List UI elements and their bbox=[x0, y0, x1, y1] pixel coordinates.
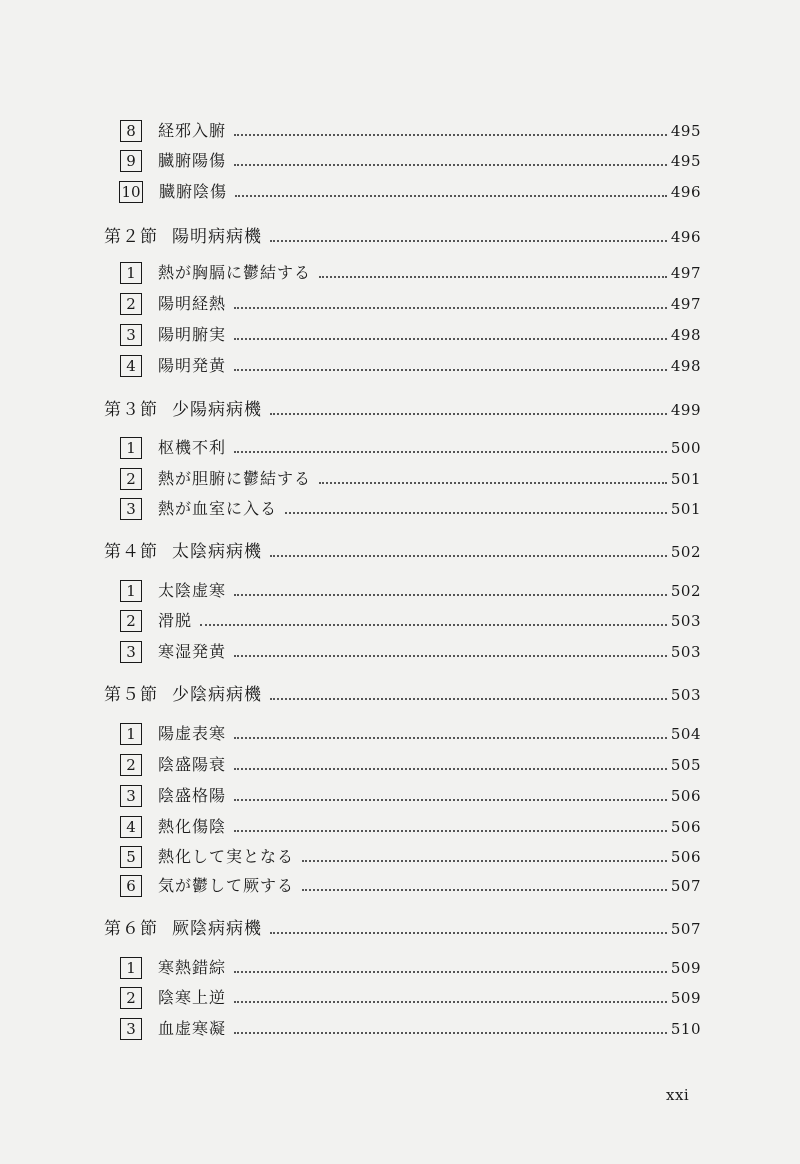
page-folio: xxi bbox=[666, 1086, 690, 1104]
section-label: 第５節 bbox=[104, 684, 158, 705]
item-title: 気が鬱して厥する bbox=[158, 876, 295, 895]
dot-leader bbox=[302, 889, 667, 891]
page-number: 499 bbox=[670, 400, 701, 419]
page-number: 502 bbox=[670, 581, 701, 600]
dot-leader bbox=[234, 1032, 667, 1034]
dot-leader bbox=[234, 971, 667, 973]
item-title: 寒熱錯綜 bbox=[158, 958, 227, 977]
item-number-box: 4 bbox=[120, 355, 142, 377]
section-label: 第３節 bbox=[104, 399, 158, 420]
dot-leader bbox=[200, 624, 667, 626]
item-title: 寒湿発黄 bbox=[158, 642, 227, 661]
page-number: 509 bbox=[670, 988, 701, 1007]
page-number: 498 bbox=[670, 325, 701, 344]
item-title: 臓腑陽傷 bbox=[158, 151, 227, 170]
toc-item-row[interactable] bbox=[0, 290, 800, 318]
item-title: 枢機不利 bbox=[158, 438, 227, 457]
page-number: 505 bbox=[670, 755, 701, 774]
toc-section-row[interactable] bbox=[0, 681, 800, 709]
dot-leader bbox=[234, 1001, 667, 1003]
item-number-box: 3 bbox=[120, 498, 142, 520]
toc-item-row[interactable] bbox=[0, 813, 800, 841]
toc-item-row[interactable] bbox=[0, 782, 800, 810]
item-number-box: 2 bbox=[120, 468, 142, 490]
toc-section-row[interactable] bbox=[0, 915, 800, 943]
page-number: 501 bbox=[670, 499, 701, 518]
item-title: 熱が血室に入る bbox=[158, 499, 278, 518]
item-title: 陰寒上逆 bbox=[158, 988, 227, 1007]
dot-leader bbox=[270, 555, 667, 557]
item-title: 陽虚表寒 bbox=[158, 724, 227, 743]
item-number-box: 9 bbox=[120, 150, 142, 172]
page-number: 510 bbox=[670, 1019, 701, 1038]
dot-leader bbox=[234, 594, 667, 596]
dot-leader bbox=[319, 276, 667, 278]
item-number-box: 10 bbox=[119, 181, 143, 203]
toc-item-row[interactable] bbox=[0, 751, 800, 779]
dot-leader bbox=[285, 512, 667, 514]
dot-leader bbox=[270, 240, 667, 242]
item-number-box: 3 bbox=[120, 785, 142, 807]
item-number-box: 2 bbox=[120, 293, 142, 315]
item-number-box: 8 bbox=[120, 120, 142, 142]
item-title: 滑脱 bbox=[158, 611, 193, 630]
page-number: 507 bbox=[670, 919, 701, 938]
page-number: 495 bbox=[670, 121, 701, 140]
item-number-box: 1 bbox=[120, 262, 142, 284]
toc-item-row[interactable] bbox=[0, 352, 800, 380]
page-number: 498 bbox=[670, 356, 701, 375]
page-number: 506 bbox=[670, 817, 701, 836]
dot-leader bbox=[234, 164, 667, 166]
dot-leader bbox=[234, 338, 667, 340]
section-label: 第２節 bbox=[104, 226, 158, 247]
toc-item-row[interactable] bbox=[0, 178, 800, 206]
page-number: 503 bbox=[670, 611, 701, 630]
toc-item-row[interactable] bbox=[0, 259, 800, 287]
item-number-box: 3 bbox=[120, 641, 142, 663]
dot-leader bbox=[234, 768, 667, 770]
toc-item-row[interactable] bbox=[0, 1015, 800, 1043]
toc-item-row[interactable] bbox=[0, 607, 800, 635]
toc-item-row[interactable] bbox=[0, 720, 800, 748]
dot-leader bbox=[270, 413, 667, 415]
item-number-box: 2 bbox=[120, 754, 142, 776]
item-number-box: 1 bbox=[120, 957, 142, 979]
item-number-box: 1 bbox=[120, 437, 142, 459]
item-number-box: 6 bbox=[120, 875, 142, 897]
toc-section-row[interactable] bbox=[0, 538, 800, 566]
item-title: 陽明経熱 bbox=[158, 294, 227, 313]
toc-section-row[interactable] bbox=[0, 396, 800, 424]
item-number-box: 2 bbox=[120, 610, 142, 632]
page-number: 497 bbox=[670, 263, 701, 282]
toc-item-row[interactable] bbox=[0, 954, 800, 982]
toc-item-row[interactable] bbox=[0, 495, 800, 523]
item-number-box: 1 bbox=[120, 723, 142, 745]
toc-item-row[interactable] bbox=[0, 843, 800, 871]
page-number: 495 bbox=[670, 151, 701, 170]
dot-leader bbox=[302, 860, 667, 862]
section-title: 少陰病病機 bbox=[172, 684, 262, 705]
section-label: 第４節 bbox=[104, 541, 158, 562]
item-number-box: 2 bbox=[120, 987, 142, 1009]
dot-leader bbox=[235, 195, 667, 197]
toc-item-row[interactable] bbox=[0, 117, 800, 145]
item-number-box: 3 bbox=[120, 1018, 142, 1040]
page-number: 503 bbox=[670, 642, 701, 661]
page-number: 503 bbox=[670, 685, 701, 704]
dot-leader bbox=[234, 830, 667, 832]
dot-leader bbox=[234, 799, 667, 801]
item-title: 熱が胸膈に鬱結する bbox=[158, 263, 312, 282]
dot-leader bbox=[319, 482, 667, 484]
item-title: 陽明発黄 bbox=[158, 356, 227, 375]
toc-section-row[interactable] bbox=[0, 223, 800, 251]
item-number-box: 1 bbox=[120, 580, 142, 602]
item-title: 太陰虚寒 bbox=[158, 581, 227, 600]
dot-leader bbox=[234, 307, 667, 309]
page-number: 506 bbox=[670, 847, 701, 866]
item-title: 臓腑陰傷 bbox=[159, 182, 228, 201]
page-number: 509 bbox=[670, 958, 701, 977]
item-title: 熱が胆腑に鬱結する bbox=[158, 469, 312, 488]
item-title: 陰盛陽衰 bbox=[158, 755, 227, 774]
dot-leader bbox=[234, 655, 667, 657]
section-title: 陽明病病機 bbox=[172, 226, 262, 247]
dot-leader bbox=[234, 134, 667, 136]
page-number: 502 bbox=[670, 542, 701, 561]
page-number: 500 bbox=[670, 438, 701, 457]
page-number: 506 bbox=[670, 786, 701, 805]
dot-leader bbox=[270, 698, 667, 700]
page-number: 497 bbox=[670, 294, 701, 313]
item-number-box: 3 bbox=[120, 324, 142, 346]
toc-item-row[interactable] bbox=[0, 147, 800, 175]
item-title: 陰盛格陽 bbox=[158, 786, 227, 805]
toc-item-row[interactable] bbox=[0, 434, 800, 462]
item-title: 血虚寒凝 bbox=[158, 1019, 227, 1038]
item-title: 陽明腑実 bbox=[158, 325, 227, 344]
page-number: 504 bbox=[670, 724, 701, 743]
dot-leader bbox=[234, 737, 667, 739]
dot-leader bbox=[234, 451, 667, 453]
page-number: 496 bbox=[670, 227, 701, 246]
page-number: 507 bbox=[670, 876, 701, 895]
item-title: 経邪入腑 bbox=[158, 121, 227, 140]
section-label: 第６節 bbox=[104, 918, 158, 939]
toc-item-row[interactable] bbox=[0, 321, 800, 349]
item-title: 熱化傷陰 bbox=[158, 817, 227, 836]
dot-leader bbox=[234, 369, 667, 371]
page-number: 501 bbox=[670, 469, 701, 488]
toc-item-row[interactable] bbox=[0, 638, 800, 666]
item-title: 熱化して実となる bbox=[158, 847, 295, 866]
page-number: 496 bbox=[670, 182, 701, 201]
section-title: 厥陰病病機 bbox=[172, 918, 262, 939]
toc-item-row[interactable] bbox=[0, 872, 800, 900]
dot-leader bbox=[270, 932, 667, 934]
item-number-box: 5 bbox=[120, 846, 142, 868]
toc-item-row[interactable] bbox=[0, 577, 800, 605]
toc-item-row[interactable] bbox=[0, 465, 800, 493]
section-title: 太陰病病機 bbox=[172, 541, 262, 562]
item-number-box: 4 bbox=[120, 816, 142, 838]
section-title: 少陽病病機 bbox=[172, 399, 262, 420]
toc-item-row[interactable] bbox=[0, 984, 800, 1012]
